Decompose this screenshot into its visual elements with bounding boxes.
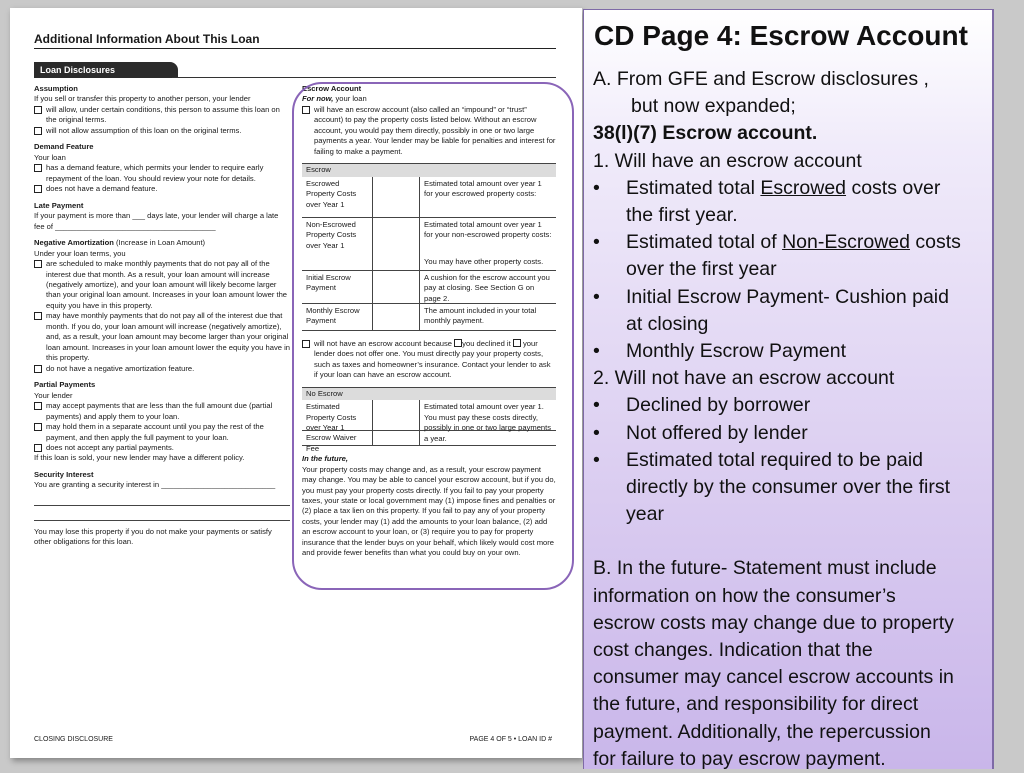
footer-left: CLOSING DISCLOSURE — [34, 736, 113, 743]
panel-body — [593, 66, 988, 773]
security-footer: You may lose this property if you do not make your payments or satisfy other obligations for this loan. — [34, 526, 272, 547]
escrow-row: Initial Escrow Payment A cushion for the escrow account you pay at closing. See Section G on page 2. — [302, 271, 556, 304]
bullet-monthly-payment: • Monthly Escrow Payment — [593, 338, 988, 365]
future-text: Your property costs may change and, as a result, your escrow payment may change. You may be able to cancel your escrow account, but if you do, you must pay your property costs directly. If you fail to pay your property taxes, your state or local government may (1) impose fines and penalties or (2) place a tax lien on this property. If you fail to pay any of your property costs, your lender may (1) add the amounts to your loan balance, (2) add an escrow account to your loan, or (3) require you to pay for property insurance that the lender buys on your behalf, which likely would cost more and provide fewer benefits than what you could buy on your own. — [302, 464, 556, 558]
footer-right: PAGE 4 OF 5 • LOAN ID # — [469, 736, 552, 743]
closing-disclosure-page — [10, 8, 582, 758]
tab-rule — [172, 77, 556, 78]
escrow-for-now: For now, your loan — [302, 94, 367, 104]
checkbox — [34, 127, 42, 135]
partial-intro: Your lender — [34, 390, 73, 400]
partial-option-1: may accept payments that are less than the full amount due (partial payments) and apply them to your loan. — [34, 401, 290, 422]
checkbox — [34, 260, 42, 268]
checkbox — [34, 185, 42, 193]
negam-heading: Negative Amortization (Increase in Loan Amount) — [34, 238, 206, 248]
late-text: If your payment is more than ___ days late, your lender will charge a late fee of ______________________________________ — [34, 211, 279, 231]
loan-disclosures-tab: Loan Disclosures — [34, 62, 178, 78]
point-b-line: payment. Additionally, the repercussion — [593, 720, 931, 743]
bullet-non-escrowed-cont: over the first year — [626, 258, 777, 281]
assumption-option-2: will not allow assumption of this loan on the original terms. — [34, 126, 290, 136]
escrow-row: Escrowed Property Costs over Year 1 Estimated total amount over year 1 for your escrowed property costs: — [302, 177, 556, 218]
point-1: 1. Will have an escrow account — [593, 149, 862, 172]
escrow-heading: Escrow Account — [302, 84, 362, 93]
spacer — [593, 528, 988, 555]
bullet-not-offered: • Not offered by lender — [593, 420, 988, 447]
bullet-estimated-total-cont2: year — [626, 503, 664, 526]
point-a-cont: but now expanded; — [631, 95, 796, 118]
partial-after: If this loan is sold, your new lender may have a different policy. — [34, 453, 245, 463]
point-2: 2. Will not have an escrow account — [593, 367, 895, 390]
bullet-declined: • Declined by borrower — [593, 392, 988, 419]
security-heading: Security Interest — [34, 469, 94, 479]
checkbox — [34, 402, 42, 410]
left-column — [34, 84, 290, 548]
point-b-line: escrow costs may change due to property — [593, 611, 954, 634]
assumption-intro: If you sell or transfer this property to another person, your lender — [34, 94, 251, 104]
escrow-table-head: Escrow — [302, 163, 556, 176]
checkbox — [34, 312, 42, 320]
point-b-line: information on how the consumer’s — [593, 584, 896, 607]
future-heading: In the future, — [302, 454, 348, 464]
escrow-highlight-oval — [292, 82, 574, 590]
bullet-estimated-total-cont: directly by the consumer over the first — [626, 476, 951, 499]
assumption-heading: Assumption — [34, 84, 78, 93]
negam-option-2: may have monthly payments that do not pay all of the interest due that month. If you do, your loan amount will increase (negatively amortize), and, as a result, your loan amount may become larger than your original loan amount. Increases in your loan amount lower the equity you have in this property. — [34, 311, 290, 363]
negam-option-3: do not have a negative amortization feature. — [34, 364, 290, 374]
escrow-will-option: will have an escrow account (also called an “impound” or “trust” account) to pay the property costs listed below. Without an escrow account, you would pay them directly, possibly in one or two large payments a year. Your lender may be liable for penalties and interest for failing to make a payment. — [302, 105, 556, 157]
security-text: You are granting a security interest in ___________________________ — [34, 480, 276, 490]
partial-option-3: does not accept any partial payments. — [34, 443, 290, 453]
point-a: A. From GFE and Escrow disclosures , — [593, 68, 929, 90]
point-b-line: cost changes. Indication that the — [593, 639, 873, 662]
checkbox — [34, 164, 42, 172]
bullet-escrowed: • Estimated total Escrowed costs over — [593, 175, 988, 202]
checkbox — [34, 365, 42, 373]
bullet-escrowed-cont: the first year. — [626, 204, 738, 227]
escrow-row: Non-Escrowed Property Costs over Year 1 Estimated total amount over year 1 for your non-escrowed property costs: You may have other property costs. — [302, 218, 556, 271]
title-rule — [34, 48, 556, 49]
negam-option-1: are scheduled to make monthly payments that do not pay all of the interest due that month. As a result, your loan amount will increase (negatively amortize), and your loan amount will likely become larger than your original loan amount. Increases in your loan amount lower the equity you have in this property. — [34, 259, 290, 311]
checkbox — [34, 423, 42, 431]
point-b-line: consumer may cancel escrow accounts in — [593, 666, 954, 689]
escrow-will-not-option: will not have an escrow account because you declined it your lender does not offer one. You must directly pay your property costs, such as taxes and homeowner’s insurance. Contact your lender to ask if your loan can have an escrow account. — [302, 339, 556, 381]
demand-intro: Your loan — [34, 152, 66, 162]
checkbox — [34, 444, 42, 452]
bullet-estimated-total: • Estimated total required to be paid — [593, 447, 988, 474]
demand-option-2: does not have a demand feature. — [34, 184, 290, 194]
point-b-line: B. In the future- Statement must include — [593, 557, 937, 580]
point-b-line: the future, and responsibility for direct — [593, 693, 919, 716]
demand-option-1: has a demand feature, which permits your lender to require early repayment of the loan. You should review your note for details. — [34, 163, 290, 184]
no-escrow-row: Escrow Waiver Fee — [302, 431, 556, 446]
blank-line — [34, 495, 290, 506]
bullet-non-escrowed: • Estimated total of Non-Escrowed costs — [593, 229, 988, 256]
checkbox — [34, 106, 42, 114]
assumption-option-1: will allow, under certain conditions, this person to assume this loan on the original terms. — [34, 105, 290, 126]
no-escrow-table-head: No Escrow — [302, 387, 556, 400]
panel-title: CD Page 4: Escrow Account — [594, 20, 968, 51]
point-b-line: for failure to pay escrow payment. — [593, 747, 886, 770]
blank-line — [34, 510, 290, 521]
late-heading: Late Payment — [34, 200, 84, 210]
no-escrow-row: Estimated Property Costs over Year 1 Estimated total amount over year 1. You must pay these costs directly, possibly in one or two large payments a year. — [302, 400, 556, 431]
doc-title: Additional Information About This Loan — [34, 32, 260, 46]
partial-heading: Partial Payments — [34, 380, 96, 390]
partial-option-2: may hold them in a separate account until you pay the rest of the payment, and then apply the full payment to your loan. — [34, 422, 290, 443]
escrow-row: Monthly Escrow Payment The amount included in your total monthly payment. — [302, 304, 556, 331]
demand-heading: Demand Feature — [34, 142, 94, 152]
regulation-ref: 38(l)(7) Escrow account. — [593, 122, 818, 145]
bullet-initial-payment: • Initial Escrow Payment- Cushion paid — [593, 284, 988, 311]
negam-intro: Under your loan terms, you — [34, 248, 126, 258]
bullet-initial-payment-cont: at closing — [626, 312, 709, 335]
explanation-panel — [583, 9, 994, 769]
